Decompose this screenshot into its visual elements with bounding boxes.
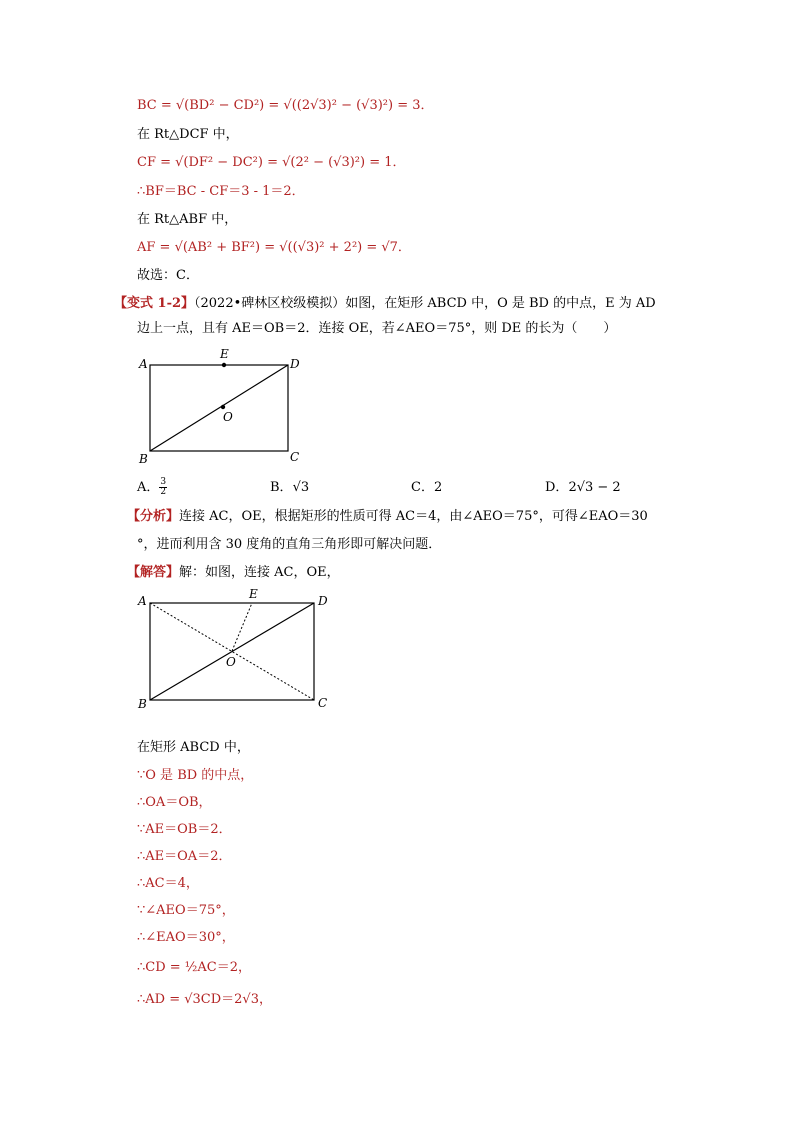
label-a: A	[139, 357, 148, 371]
solution-line-rt-dcf: 在 Rt△DCF 中，	[137, 127, 239, 142]
label-o: O	[223, 410, 233, 424]
choice-d	[545, 478, 621, 498]
label-e-2: E	[249, 587, 258, 601]
point-o	[221, 405, 225, 409]
choice-d-label: D．	[545, 480, 569, 495]
choice-b-value: √3	[292, 480, 310, 495]
solution-line-choice: 故选：C．	[137, 268, 199, 283]
solution-line-af: AF = √(AB² + BF²) = √((√3)² + 2²) = √7．	[137, 240, 411, 255]
analysis-tag: 【分析】	[127, 509, 180, 524]
choice-a-denominator: 2	[160, 487, 167, 497]
label-d: D	[290, 357, 300, 371]
step-6: ∵∠AEO＝75°，	[137, 903, 235, 918]
solution-line-bf: ∴BF＝BC - CF＝3 - 1＝2．	[137, 184, 305, 199]
solution-line-rt-abf: 在 Rt△ABF 中，	[137, 212, 238, 227]
label-c: C	[290, 450, 300, 464]
step-7: ∴∠EAO＝30°，	[137, 930, 235, 945]
choice-a-numerator: 3	[160, 477, 167, 487]
segment-oe-dotted	[232, 603, 252, 651]
choice-c-label: C．	[411, 480, 434, 495]
analysis-line2: °，进而利用含 30 度角的直角三角形即可解决问题．	[137, 537, 442, 552]
step-8: ∴CD = ½AC＝2，	[137, 960, 252, 975]
label-b-2: B	[138, 697, 147, 711]
label-e: E	[220, 347, 229, 361]
choice-c	[411, 478, 442, 498]
figure-rectangle-2	[134, 586, 334, 716]
step-3: ∵AE＝OB＝2．	[137, 822, 232, 837]
step-0: 在矩形 ABCD 中，	[137, 740, 250, 755]
choice-b-label: B．	[270, 480, 293, 495]
choice-b	[270, 478, 309, 498]
choice-a	[137, 478, 167, 498]
label-c-2: C	[318, 696, 328, 710]
point-e	[222, 363, 226, 367]
step-9: ∴AD = √3CD＝2√3，	[137, 992, 272, 1007]
step-1: ∵O 是 BD 的中点，	[137, 768, 254, 783]
variant-question-line1	[114, 294, 656, 314]
variant-question-text1: （2022•碑林区校级模拟）如图，在矩形 ABCD 中，O 是 BD 的中点，E 为 AD	[194, 296, 656, 311]
step-5: ∴AC＝4，	[137, 876, 199, 891]
label-b: B	[139, 452, 148, 466]
answer-line	[127, 563, 340, 583]
label-o-2: O	[226, 655, 236, 669]
choice-c-value: 2	[433, 480, 443, 495]
variant-question-line2: 边上一点，且有 AE＝OB＝2．连接 OE，若∠AEO＝75°，则 DE 的长为（ ）	[137, 321, 617, 336]
step-4: ∴AE＝OA＝2．	[137, 849, 232, 864]
step-2: ∴OA＝OB，	[137, 795, 212, 810]
answer-text: 解：如图，连接 AC，OE，	[179, 565, 340, 580]
solution-line-cf: CF = √(DF² − DC²) = √(2² − (√3)²) = 1．	[137, 155, 406, 170]
analysis-line1	[127, 507, 648, 527]
figure-rectangle-1	[134, 345, 304, 470]
diagonal-bd	[150, 365, 288, 451]
solution-line-bc: BC = √(BD² − CD²) = √((2√3)² − (√3)²) = 3．	[137, 98, 434, 113]
analysis-text1: 连接 AC，OE，根据矩形的性质可得 AC＝4，由∠AEO＝75°，可得∠EAO＝30	[179, 509, 648, 524]
choice-a-label: A．	[137, 480, 160, 495]
label-d-2: D	[318, 594, 328, 608]
choice-d-value: 2√3 − 2	[568, 480, 621, 495]
label-a-2: A	[138, 594, 147, 608]
variant-tag: 【变式 1-2】	[114, 296, 195, 311]
answer-tag: 【解答】	[127, 565, 180, 580]
